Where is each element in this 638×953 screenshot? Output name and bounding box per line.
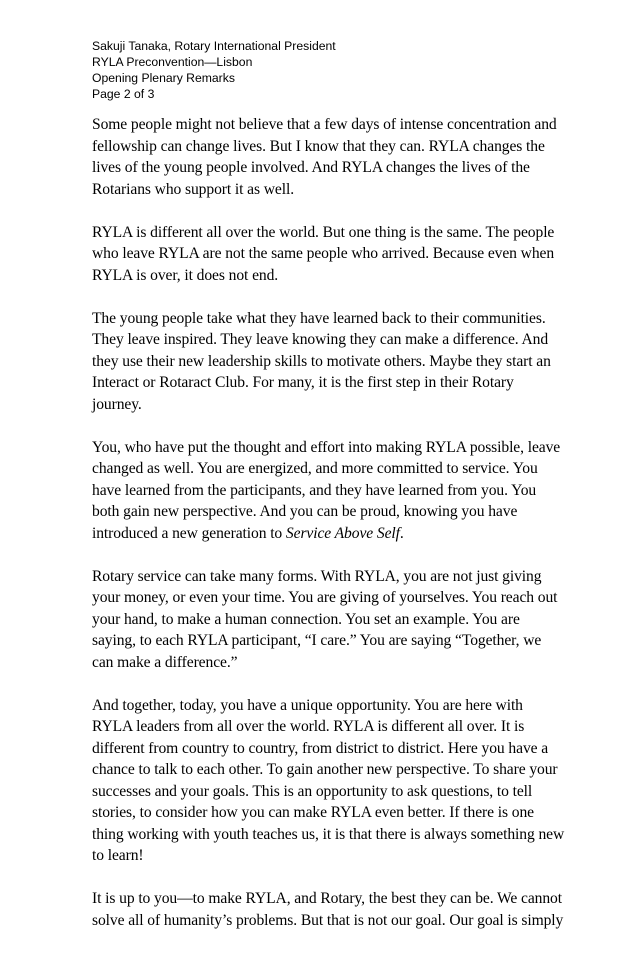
text-segment: .	[399, 524, 404, 542]
paragraph	[92, 437, 562, 545]
text-line: who leave RYLA are not the same people who arrived. Because even when	[92, 245, 555, 262]
text-segment: introduced a new generation to	[92, 524, 286, 542]
text-line: to learn!	[92, 847, 144, 864]
text-line: Rotary service can take many forms. With RYLA, you are not just giving	[92, 567, 542, 585]
header-page-number: Page 2 of 3	[92, 87, 155, 101]
text-line: thing working with youth teaches us, it is that there is always something new	[92, 825, 565, 843]
text-line: solve all of humanity’s problems. But that is not our goal. Our goal is simply	[92, 911, 564, 929]
text-line: Some people might not believe that a few days of intense concentration and	[92, 116, 557, 133]
paragraph	[92, 888, 562, 931]
text-line: changed as well. You are energized, and more committed to service. You	[92, 460, 538, 477]
text-line: It is up to you—to make RYLA, and Rotary, the best they can be. We cannot	[92, 890, 562, 907]
text-line: stories, to consider how you can make RYLA even better. If there is one	[92, 804, 534, 821]
text-line: And together, today, you have a unique opportunity. You are here with	[92, 696, 523, 714]
text-line: successes and your goals. This is an opportunity to ask questions, to tell	[92, 782, 533, 800]
text-line: different from country to country, from district to district. Here you have a	[92, 739, 549, 757]
text-line: chance to talk to each other. To gain another new perspective. To share your	[92, 761, 558, 778]
paragraph	[92, 308, 562, 416]
text-line: your hand, to make a human connection. You set an example. You are	[92, 610, 520, 628]
text-line: RYLA leaders from all over the world. RYLA is different all over. It is	[92, 718, 525, 735]
text-line: have learned from the participants, and they have learned from you. You	[92, 481, 537, 499]
text-line: fellowship can change lives. But I know that they can. RYLA changes the	[92, 137, 545, 155]
header-title: Opening Plenary Remarks	[92, 71, 235, 85]
text-line: They leave inspired. They leave knowing they can make a difference. And	[92, 331, 549, 348]
text-line	[92, 523, 562, 545]
text-line: journey.	[92, 395, 142, 413]
text-line: Interact or Rotaract Club. For many, it is the first step in their Rotary	[92, 374, 514, 391]
text-line: your money, or even your time. You are giving of yourselves. You reach out	[92, 589, 558, 606]
text-line: RYLA is different all over the world. But one thing is the same. The people	[92, 223, 555, 241]
paragraph	[92, 114, 562, 200]
page-header	[92, 38, 336, 102]
text-line: You, who have put the thought and effort into making RYLA possible, leave	[92, 438, 561, 456]
text-line: both gain new perspective. And you can be proud, knowing you have	[92, 503, 518, 520]
text-line: The young people take what they have learned back to their communities.	[92, 309, 546, 327]
text-line: lives of the young people involved. And RYLA changes the lives of the	[92, 159, 530, 176]
text-line: can make a difference.”	[92, 653, 238, 671]
paragraph	[92, 566, 562, 674]
paragraph	[92, 222, 562, 287]
text-line: saying, to each RYLA participant, “I care.” You are saying “Together, we	[92, 632, 542, 649]
italic-motto: Service Above Self	[285, 524, 400, 542]
header-speaker: Sakuji Tanaka, Rotary International President	[92, 39, 336, 53]
text-line: they use their new leadership skills to motivate others. Maybe they start an	[92, 352, 551, 370]
document-body	[92, 114, 565, 953]
text-line: Rotarians who support it as well.	[92, 180, 294, 198]
text-line: RYLA is over, it does not end.	[92, 266, 279, 284]
header-event: RYLA Preconvention—Lisbon	[92, 55, 253, 69]
paragraph	[92, 695, 565, 867]
